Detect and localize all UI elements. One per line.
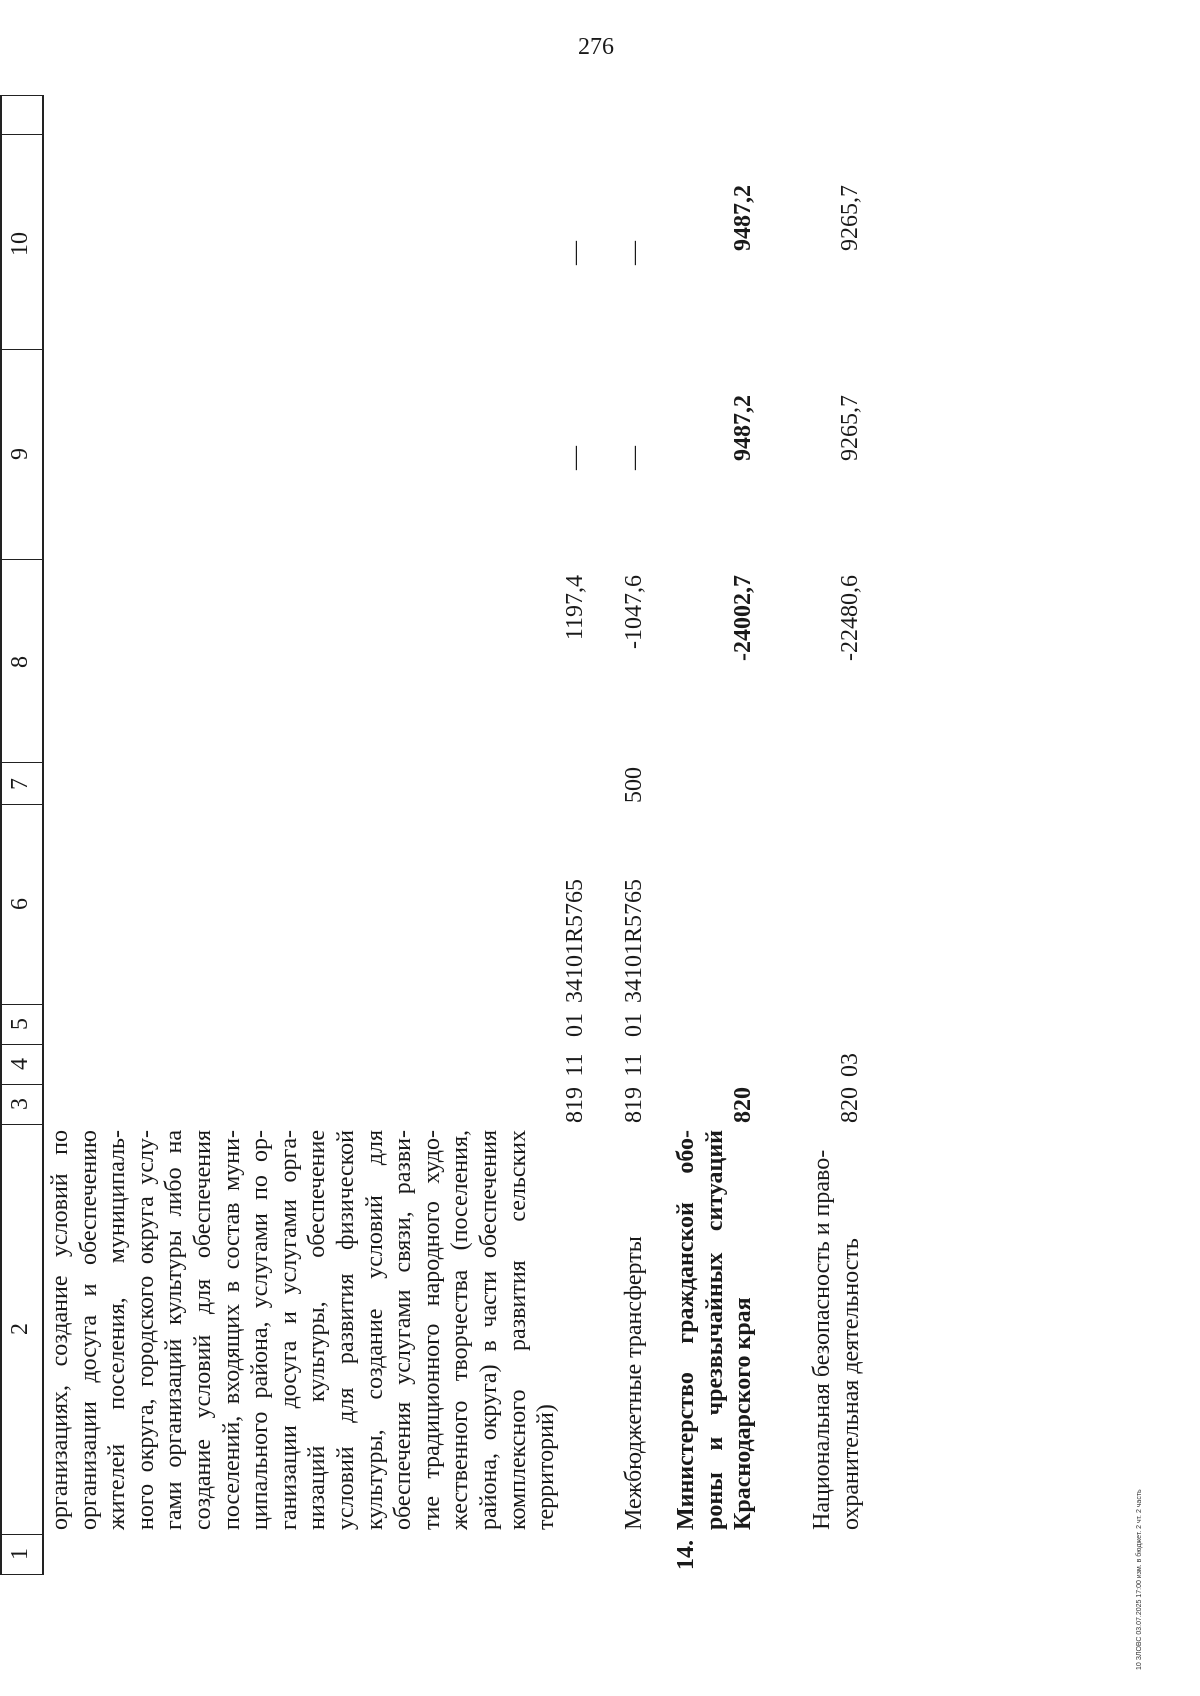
column-number: 8 <box>7 656 33 668</box>
row1-desc-line: поселений, входящих в состав муни- <box>218 1130 245 1530</box>
row-number: 14. <box>673 1540 699 1570</box>
row1-desc-line: организации досуга и обеспечению <box>75 1130 102 1530</box>
amount-2026: — <box>562 446 588 470</box>
code-gov: 819 <box>562 1087 588 1123</box>
header-cell-4 <box>0 1058 42 1085</box>
table-row <box>620 1130 649 1530</box>
header-cell-3 <box>0 1098 42 1125</box>
amount-2027: — <box>621 241 647 265</box>
row1-desc-line: комплексного развития сельских <box>504 1130 531 1530</box>
code-gov: 820 <box>730 1087 756 1123</box>
row1-desc-line: создание условий для обеспечения <box>189 1130 216 1530</box>
row1-desc-line: культуры, создание условий для <box>361 1130 388 1530</box>
row1-desc-line: обеспечения услугами связи, разви- <box>390 1130 417 1530</box>
table-sheet <box>0 95 1000 1575</box>
row3-desc-line: Краснодарского края <box>730 1297 757 1530</box>
row1-desc-line: ганизации досуга и услугами орга- <box>275 1130 302 1530</box>
amount-2025: -1047,6 <box>621 575 647 649</box>
column-number: 3 <box>7 1098 33 1110</box>
column-number: 2 <box>7 1323 33 1335</box>
header-bottom-rule <box>42 95 44 1575</box>
code-subsection: 01 <box>621 1013 647 1037</box>
amount-2027: 9487,2 <box>730 185 756 251</box>
column-number: 4 <box>7 1058 33 1070</box>
header-cell-1 <box>0 1548 42 1575</box>
header-cell-9 <box>0 448 42 560</box>
row1-desc-line: территорий) <box>533 1404 560 1530</box>
row4-desc-line: охранительная деятельность <box>837 1238 864 1530</box>
header-cell-6 <box>0 898 42 1005</box>
code-gov: 819 <box>621 1087 647 1123</box>
amount-2026: 9265,7 <box>837 395 863 461</box>
row1-desc-line: жителей поселения, муниципаль- <box>104 1130 131 1530</box>
row1-desc-line: ного округа, городского округа услу- <box>132 1130 159 1530</box>
row1-desc-line: гами организаций культуры либо на <box>161 1130 188 1530</box>
header-cell-5 <box>0 1018 42 1045</box>
row1-desc-line: района, округа) в части обеспечения <box>475 1130 502 1530</box>
column-number: 9 <box>7 448 33 460</box>
row1-desc-line: ципального района, услугами по ор- <box>247 1130 274 1530</box>
row3-desc-line: Министерство гражданской обо- <box>673 1130 699 1530</box>
amount-2027: 9265,7 <box>837 185 863 251</box>
row2-desc: Межбюджетные трансферты <box>621 1236 647 1530</box>
column-number: 7 <box>7 778 33 790</box>
code-article: 34101R5765 <box>562 878 588 1003</box>
table-row <box>808 1130 865 1530</box>
code-article: 34101R5765 <box>621 878 647 1003</box>
header-cell-10 <box>0 232 42 350</box>
row1-desc-line: жественного творчества (поселения, <box>447 1130 474 1530</box>
code-section: 11 <box>621 1053 647 1077</box>
code-subsection: 01 <box>562 1013 588 1037</box>
row1-desc-line: организациях, создание условий по <box>47 1130 73 1530</box>
row1-desc-line: условий для развития физической <box>332 1130 359 1530</box>
column-number: 1 <box>7 1548 33 1560</box>
code-section: 11 <box>562 1053 588 1077</box>
column-number: 6 <box>7 898 33 910</box>
amount-2026: — <box>621 446 647 470</box>
row3-desc-line: роны и чрезвычайных ситуаций <box>701 1130 728 1530</box>
column-number: 5 <box>7 1018 33 1030</box>
amount-2027: — <box>562 241 588 265</box>
row4-desc-line: Национальная безопасность и право- <box>809 1149 835 1530</box>
table-row <box>46 1130 561 1530</box>
code-section: 03 <box>837 1053 863 1077</box>
header-cell-8 <box>0 656 42 763</box>
page-number: 276 <box>578 34 614 60</box>
header-top-rule <box>0 95 2 1575</box>
amount-2025: -24002,7 <box>730 575 756 661</box>
column-number: 10 <box>7 232 33 256</box>
header-cell-7 <box>0 778 42 805</box>
amount-2026: 9487,2 <box>730 395 756 461</box>
code-expense-type: 500 <box>621 767 647 803</box>
footer-note: 10 ЗЛОВС 03.07.2025 17:00 изм. в бюджет. 2 чт. 2 часть <box>1136 1489 1143 1670</box>
code-gov: 820 <box>837 1087 863 1123</box>
table-row <box>672 1130 758 1530</box>
amount-2025: -22480,6 <box>837 575 863 661</box>
row1-desc-line: тие традиционного народного худо- <box>418 1130 445 1530</box>
amount-2025: 1197,4 <box>562 575 588 641</box>
row1-desc-line: низаций культуры, обеспечение <box>304 1130 331 1530</box>
header-cell-2 <box>0 1323 42 1535</box>
header-cell-end <box>0 95 42 135</box>
